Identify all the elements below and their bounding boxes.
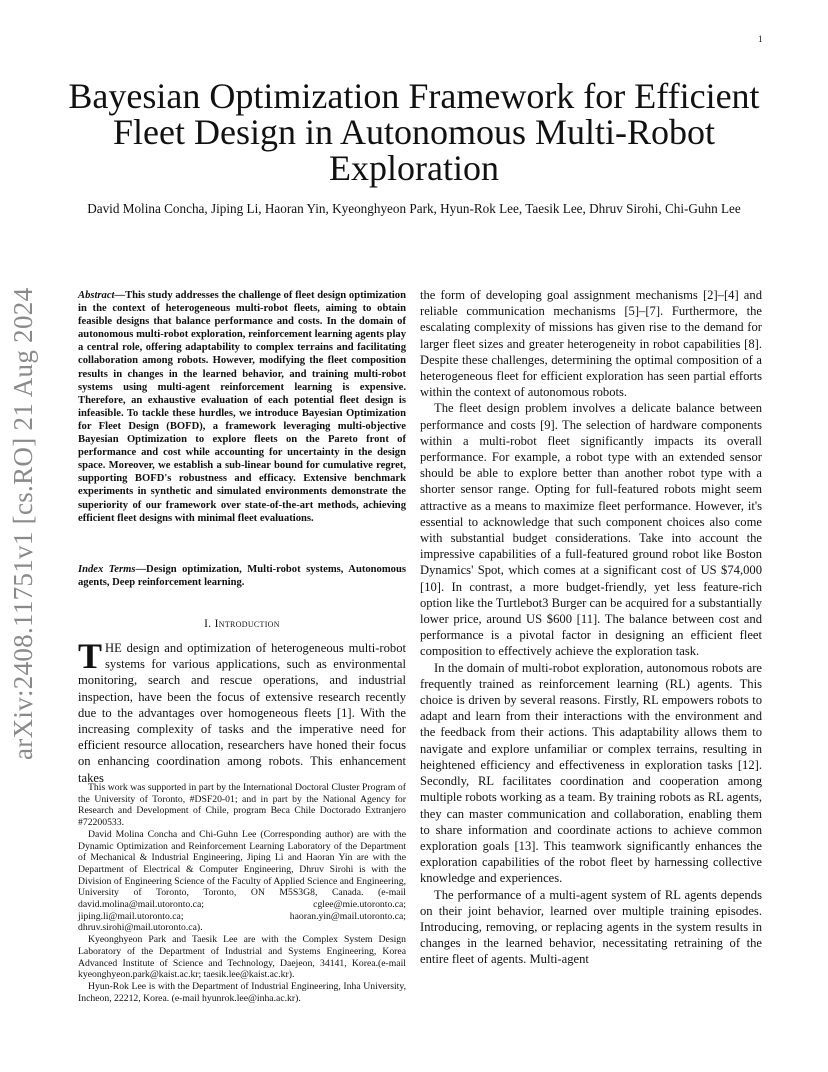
page-number: 1	[758, 34, 763, 44]
drop-cap: T	[78, 636, 103, 676]
footnote-affiliation-kaist: Kyeonghyeon Park and Taesik Lee are with the Complex System Design Laboratory of the Department of Industrial and Systems Engineering, Korea Advanced Institute of Science and Technology, Daejeon, 34141, Korea.(e-mail kyeonghyeon.park@kaist.ac.kr; taesik.lee@kaist.ac.kr).	[78, 934, 406, 981]
paragraph: The fleet design problem involves a delicate balance between performance and costs [9]. The selection of hardware components within a multi-robot fleet significantly impacts its overall performance. For example, a robot type with an extended sensor should be able to explore better than another robot type with a shorter sensor range. Opting for full-featured robots might seem attractive as a means to maximize fleet performance. However, it's essential to acknowledge that such component choices also come with substantial budget considerations. Take into account the impressive capabilities of a full-featured ground robot like Boston Dynamics' Spot, which comes at a significant cost of US $74,000 [10]. In contrast, a more budget-friendly, yet less feature-rich option like the Turtlebot3 Burger can be acquired for a substantially lower price, around US $600 [11]. The balance between cost and performance is a pivotal factor in designing an efficient fleet composition to effectively achieve the exploration task.	[420, 401, 762, 659]
intro-paragraph	[78, 636, 406, 786]
arxiv-watermark: arXiv:2408.11751v1 [cs.RO] 21 Aug 2024	[8, 287, 38, 760]
footnote-funding: This work was supported in part by the International Doctoral Cluster Program of the University of Toronto, #DSF20-01; and in part by the National Agency for Research and Development of Chile, program Beca Chile Doctorado Extranjero #72200533.	[78, 782, 406, 829]
section-heading-introduction: I. Introduction	[204, 618, 280, 630]
footnotes	[78, 782, 406, 1004]
paragraph: the form of developing goal assignment mechanisms [2]–[4] and reliable communication mechanisms [5]–[7]. Furthermore, the escalating complexity of missions has given rise to the demand for larger fleet sizes and greater heterogeneity in robot capabilities [8]. Despite these challenges, determining the optimal composition of a heterogeneous fleet for efficient exploration has seen partial efforts within the context of autonomous robots.	[420, 288, 762, 400]
footnote-affiliation-toronto: David Molina Concha and Chi-Guhn Lee (Corresponding author) are with the Dynamic Optimization and Reinforcement Learning Laboratory of the Department of Mechanical & Industrial Engineering, Jiping Li and Haoran Yin are with the Department of Electrical & Computer Engineering, Dhruv Sirohi is with the Division of Engineering Science of the Faculty of Applied Science and Engineering, University of Toronto, Toronto, ON M5S3G8, Canada. (e-mail david.molina@mail.utoronto.ca; cglee@mie.utoronto.ca; jiping.li@mail.utoronto.ca; haoran.yin@mail.utoronto.ca; dhruv.sirohi@mail.utoronto.ca).	[78, 828, 406, 934]
abstract-text: —This study addresses the challenge of fleet design optimization in the context of heterogeneous multi-robot fleets, aiming to obtain feasible designs that balance performance and costs. In the domain of autonomous multi-robot exploration, reinforcement learning agents play a central role, offering adaptability to complex terrains and facilitating collaboration among robots. However, modifying the fleet composition results in changes in the learned behavior, and training multi-robot systems using multi-agent reinforcement learning is expensive. Therefore, an exhaustive evaluation of each potential fleet design is infeasible. To tackle these hurdles, we introduce Bayesian Optimization for Fleet Design (BOFD), a framework leveraging multi-objective Bayesian Optimization to explore fleets on the Pareto front of performance and cost while accounting for uncertainty in the design space. Moreover, we establish a sub-linear bound for cumulative regret, supporting BOFD's robustness and efficacy. Extensive benchmark experiments in synthetic and simulated environments demonstrate the superiority of our framework over state-of-the-art methods, achieving efficient fleet designs with minimal fleet evaluations.	[78, 290, 406, 524]
paragraph: The performance of a multi-agent system of RL agents depends on their joint behavior, learned over multiple training episodes. Introducing, removing, or replacing agents in the system results in changes in the learned behavior, necessitating retraining of the entire fleet of agents. Multi-agent	[420, 887, 762, 967]
right-column-text	[420, 287, 762, 968]
index-terms-label: Index Terms	[78, 564, 136, 575]
footnote-affiliation-inha: Hyun-Rok Lee is with the Department of Industrial Engineering, Inha University, Incheon, 22212, Korea. (e-mail hyunrok.lee@inha.ac.kr).	[78, 980, 406, 1004]
index-terms-text: —Design optimization, Multi-robot systems, Autonomous agents, Deep reinforcement learning.	[78, 564, 406, 589]
paper-title: Bayesian Optimization Framework for Efficient Fleet Design in Autonomous Multi-Robot Exploration	[68, 76, 760, 188]
intro-text: HE design and optimization of heterogeneous multi-robot systems for various applications, such as environmental monitoring, search and rescue operations, and industrial inspection, have been the focus of extensive research recently due to the advantages over homogeneous fleets [1]. With the increasing complexity of tasks and the imperative need for efficient resource allocation, researchers have honed their focus on enhancing coordination among robots. This enhancement takes	[78, 641, 406, 785]
paragraph: In the domain of multi-robot exploration, autonomous robots are frequently trained as reinforcement learning (RL) agents. This choice is driven by several reasons. Firstly, RL empowers robots to adapt and learn from their interactions with the environment and the feedback from their actions. This adaptability allows them to navigate and explore unfamiliar or complex terrains, resulting in heightened efficiency and effectiveness in exploration tasks [12]. Secondly, RL facilitates coordination and cooperation among multiple robots working as a team. By training robots as RL agents, they can master communication and collaboration, enabling them to share information and coordinate actions to achieve common exploration goals [13]. This teamwork significantly enhances the exploration capabilities of the robot fleet by harnessing collective knowledge and experiences.	[420, 660, 762, 886]
abstract-label: Abstract	[78, 290, 115, 301]
abstract	[78, 289, 406, 525]
author-list: David Molina Concha, Jiping Li, Haoran Yin, Kyeonghyeon Park, Hyun-Rok Lee, Taesik Lee, Dhruv Sirohi, Chi-Guhn Lee	[87, 201, 741, 216]
index-terms	[78, 563, 406, 589]
